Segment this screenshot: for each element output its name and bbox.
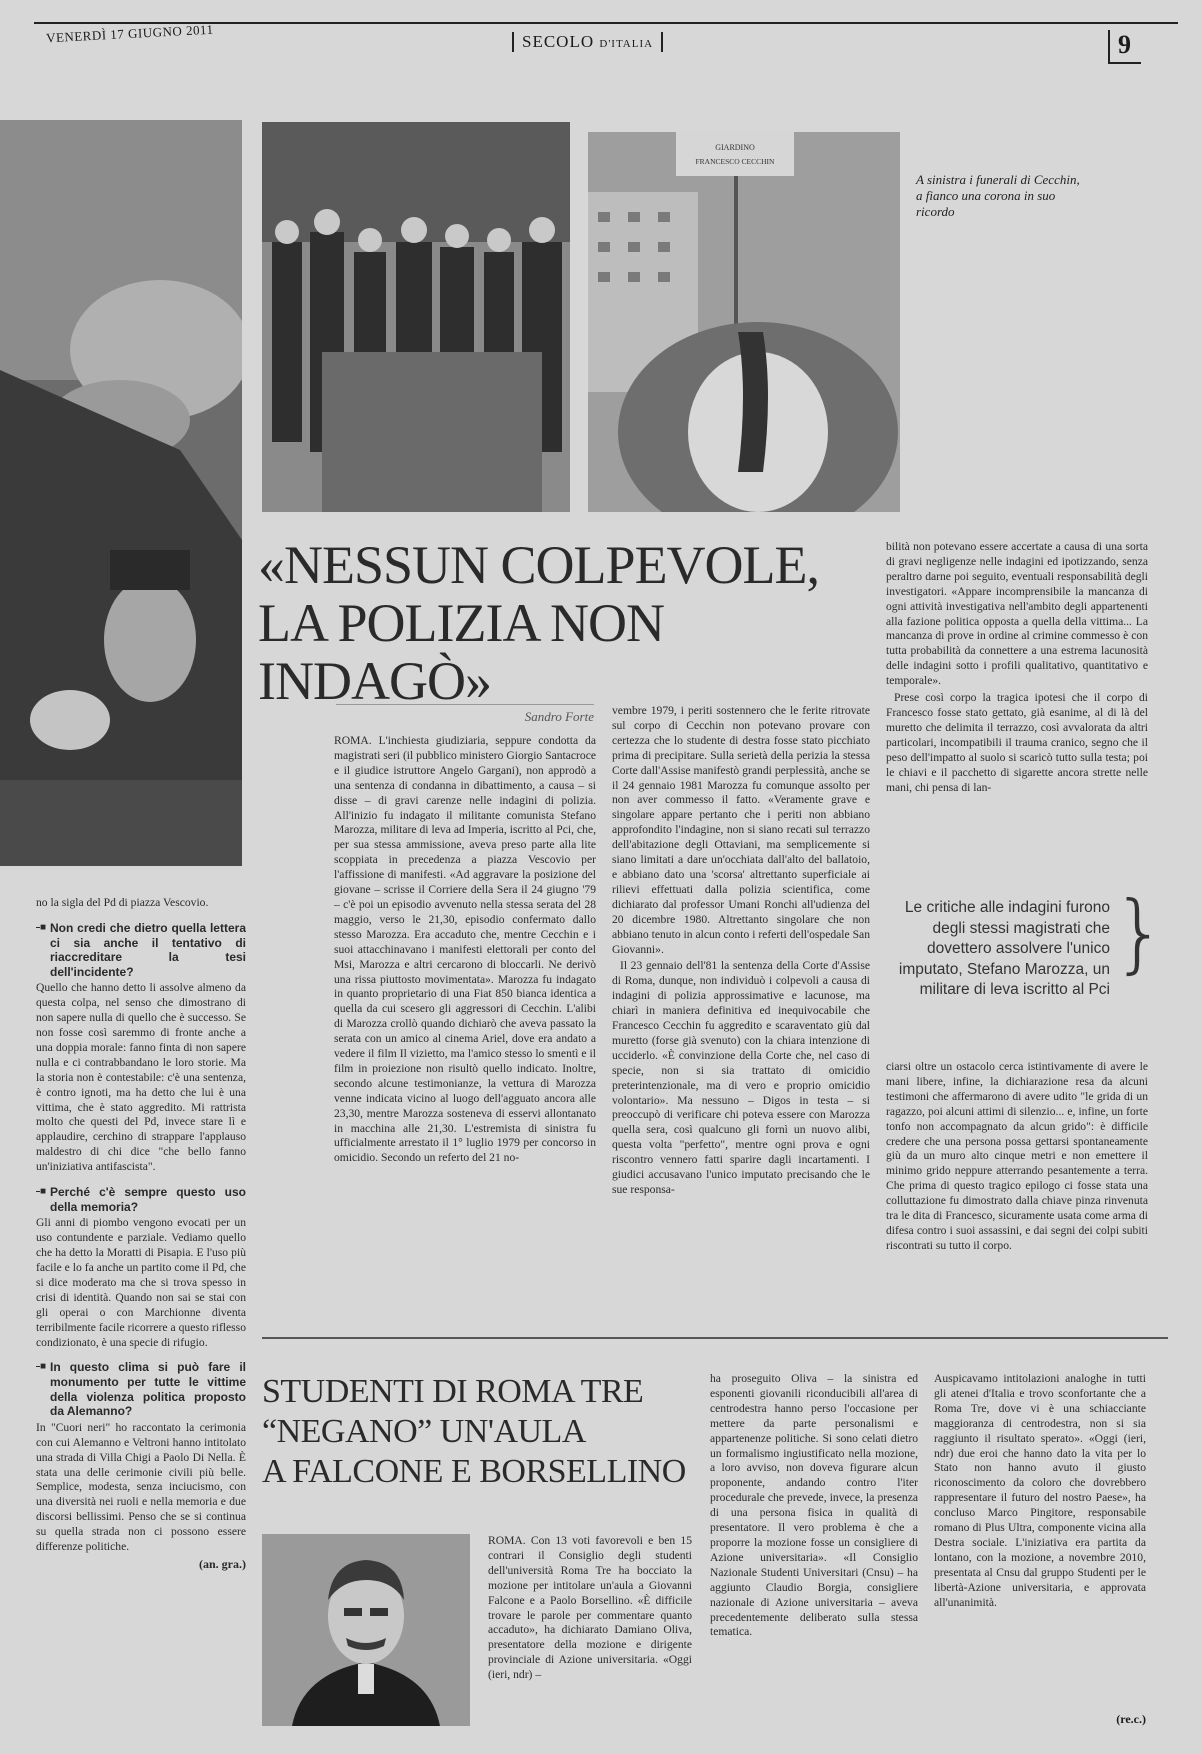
- main-headline-line2: LA POLIZIA NON INDAGÒ»: [258, 593, 664, 711]
- interview-answer-1: Quello che hanno detto li assolve almeno da questa colpa, nel senso che dimostrano di non sapere nulla di quello che è successo. Se non fosse così saremmo di fronte anche a una doppia morale: fanno finta di non sapere nulla e ci contrabbandano le loro storie. Ma la storia non è contestabile: c'è una sentenza, è contro ignoti, ma ha detto che lui è una vittima, che è stato aggredito. Mi rattrista molto che questi del Pd, invece stare lì e applaudire, cerchino di strappare l'applauso maldestro di chi dice "che bello fanno un'iniziativa antifascista".: [36, 981, 246, 1174]
- photo-caption: A sinistra i funerali di Cecchin, a fianco una corona in suo ricordo: [916, 172, 1080, 219]
- section-divider: [262, 1337, 1168, 1339]
- main-article-paragraph: bilità non potevano essere accertate a causa di una sorta di gravi negligenze nelle indagini ed ipotizzando, senza peraltro darne poi seguito, eventuali responsabilità degli investigatori. «Appare incomprensibile la mancanza di ogni attività investigativa nell'ambito degli appartenenti alla fazione politica opposta a quella della vittima... La mancanza di prove in ordine al crimine commesso è con tutta probabilità da connettere a una estrema lacunosità delle indagini sotto i profili qualitativo, quantitativo e temporale».: [886, 540, 1148, 688]
- falcone-portrait-image: [262, 1534, 470, 1726]
- second-headline-line3: A FALCONE E BORSELLINO: [262, 1453, 686, 1490]
- funeral-crowd-image: [262, 122, 570, 512]
- interview-signature: (an. gra.): [199, 1556, 246, 1571]
- pull-quote: Le critiche alle indagini furono degli stessi magistrati che dovettero assolvere l'unico imputato, Stefano Marozza, un militare di leva iscritto al Pci: [898, 899, 1110, 998]
- main-article-paragraph: ROMA. L'inchiesta giudiziaria, seppure condotta da magistrati seri (il pubblico ministero Giorgio Santacroce e il giudice istruttore Angelo Gargani), non approdò a una sentenza di condanna in dibattimento, a causa – si disse – di gravi carenze nelle indagini di polizia. All'inizio fu indagato il militante comunista Stefano Marozza, militare di leva ad Imperia, iscritto al Pci, che, per sua stessa ammissione, aveva preso parte alla lite scoppiata in precedenza a piazza Vescovio per l'affissione di manifesti. «Ad aggravare la posizione del giovane – scrisse il Corriere della Sera il 24 giugno '79 – c'è poi un episodio avvenuto nella stessa serata del 28 maggio, verso le 21,30, episodio confermato dallo stesso Marozza. Era accaduto che, mentre Cecchin e i suoi attacchinavano i manifesti elettorali per conto del Msi, Marozza e altri cercarono di bloccarli. Ne derivò una rissa piuttosto movimentata». Marozza fu indagato in quanto proprietario di una Fiat 850 bianca identica a quella da cui scesero gli aggressori di Cecchin. L'alibi di Marozza crollò quando dichiarò che aveva passato la serata con un amico al cinema Ariel, dove era andato a vedere il film Il vizietto, ma l'amico stesso lo smentì e il film in proiezione non risultò quello indicato. Inoltre, secondo alcune testimonianze, la vettura di Marozza venne indicata vicino al luogo dell'agguato ancora alle 23,30, mentre Marozza sosteneva di esservi allontanato in macchina alle 21,30. L'estremista di sinistra fu ufficialmente arrestato il 1° luglio 1979 per concorso in omicidio. Secondo un referto del 21 no-: [334, 734, 596, 1165]
- main-article-paragraph: Il 23 gennaio dell'81 la sentenza della Corte d'Assise di Roma, dunque, non individuò i colpevoli a causa di indagini di polizia approssimative e lacunose, ma chiarì in maniera definitiva ed inequivocabile che Francesco Cecchin fu aggredito e scaraventato giù dal muretto (forse già svenuto) con la chiara intenzione di ucciderlo. «È convinzione della Corte che, nel caso di specie, non si sia trattato di omicidio preterintenzionale, ma di vero e proprio omicidio volontario». Ma nessuno – Digos in testa – si preoccupò di verificare chi poteva essere con Marozza quella sera, così qualcuno gli fornì un nuovo alibi, questa volta "perfetto", mentre ogni prova e ogni riscontro vennero fatti sparire dagli incartamenti. I giudici accusavano l'unico imputato precisando che le sue responsa-: [612, 959, 870, 1196]
- interview-answer-3: In "Cuori neri" ho raccontato la cerimonia con cui Alemanno e Veltroni hanno intitolato una strada di Villa Chigi a Paolo Di Nella. È stata una delle cerimonie civili più belle. Semplice, modesta, senza inciucismo, con una diversità nei ruoli e nella memoria e due discorsi bellissimi. Penso che se si continua su quella strada non ci possono essere differenze politiche.: [36, 1420, 246, 1554]
- paper-name-suffix: D'ITALIA: [599, 38, 654, 50]
- memorial-wreath-photo: [588, 132, 900, 512]
- second-article-column-2: [710, 1372, 918, 1732]
- page-number: 9: [1108, 30, 1141, 64]
- second-article-column-3: [934, 1372, 1146, 1702]
- main-headline: [258, 536, 878, 710]
- main-article-column-1: [334, 734, 596, 1316]
- main-headline-line1: «NESSUN COLPEVOLE,: [258, 535, 820, 595]
- second-article-column-1: [488, 1534, 692, 1730]
- garden-sign-line1: GIARDINO: [715, 143, 755, 152]
- second-article-signature: (re.c.): [1116, 1712, 1146, 1726]
- falcone-portrait-photo: [262, 1534, 470, 1726]
- interview-question-1: —■ Non credi che dietro quella lettera ci sia anche il tentativo di riaccreditare la tesi dell'incidente?: [36, 921, 246, 979]
- paper-name-main: SECOLO: [522, 32, 595, 51]
- interview-question-3: —■ In questo clima si può fare il monumento per tutte le vittime della violenza politica proposto da Alemanno?: [36, 1360, 246, 1418]
- main-byline: [336, 704, 594, 725]
- main-article-paragraph: Prese così corpo la tragica ipotesi che il corpo di Francesco fosse stato gettato, già esanime, al di là del muretto che delimita il terrazzo, così avvalorata da altri particolari, incompatibili il trauma cranico, segno che il peso dell'impatto al suolo si scaricò tutto sulla testa; poi le chiavi e il pacchetto di sigarette ancora strette nelle mani, chi pensa di lan-: [886, 691, 1148, 794]
- second-article-paragraph: ha proseguito Oliva – la sinistra ed esponenti giovanili riconducibili all'area di centrodestra hanno perso l'occasione per mettere da parte personalismi e appartenenze politiche. Si sono celati dietro un formalismo ingiustificato nella mozione, a loro avviso, non doveva figurare alcun proponente, andando contro l'iter procedurale che prevede, invece, la presenza di una persona fisica in qualità di presentatore. Il vero problema è che a proporre la mozione fosse un consigliere di Azione universitaria». «Il Consiglio Nazionale Studenti Universitari (Cnsu) – ha aggiunto Claudio Borgia, consigliere nazionale di Azione universitaria – aveva precedentemente deliberato sulla stessa tematica.: [710, 1372, 918, 1639]
- main-article-column-3-top: [886, 540, 1148, 890]
- interview-question-2: —■ Perché c'è sempre questo uso della memoria?: [36, 1185, 246, 1214]
- main-article-column-2: [612, 704, 870, 1316]
- funeral-closeup-image: [0, 120, 242, 866]
- pull-quote-brace: }: [1112, 883, 1167, 983]
- second-headline-line2: “NEGANO” UN'AULA: [262, 1413, 586, 1450]
- main-article-paragraph: vembre 1979, i periti sostennero che le ferite ritrovate sul corpo di Cecchin non potevano provare con certezza che lo studente di destra fosse stato picchiato prima di precipitare. Sulla serietà della perizia la stessa Corte dall'Assise manifestò grandi perplessità, anche se il 24 gennaio 1981 Marozza fu comunque assolto per non aver commesso il fatto. «Veramente grave e singolare appare pertanto che i periti non abbiano approfondito l'indagine, non si siano recati sul terrazzo dell'abitazione degli Ottaviani, ma semplicemente si siano limitati a dare un'occhiata dall'alto del ballatoio, e abbiano dato una 'scorsa' altrettanto superficiale ai rilievi effettuati dalla polizia scientifica, come dichiarato dal professor Umani Ronchi all'udienza del 20 dicembre 1980. Altrettanto singolare che non abbiano tenuto in alcun conto i referti dell'ospedale San Giovanni».: [612, 704, 870, 956]
- funeral-closeup-photo: [0, 120, 242, 866]
- second-article-paragraph: Auspicavamo intitolazioni analoghe in tutti gli atenei d'Italia e trovo sconfortante che a Roma Tre, dove vi è una schiacciante maggioranza di centrodestra, non si sia raggiunto il risultato sperato». «Oggi (ieri, ndr) due eroi che hanno dato la vita per lo Stato non hanno avuto il giusto riconoscimento da coloro che dovrebbero rappresentare il futuro del nostro Paese», ha concluso Marco Pingitore, responsabile romano di Plus Ultra, componente vicina alla Destra sociale. L'iniziativa era partita da lontano, con la mozione, a novembre 2010, presentata al Cnsu dal gruppo Studenti per le libertà-Azione universitaria, e approvata all'unanimità.: [934, 1372, 1146, 1609]
- byline-author: Sandro Forte: [524, 709, 594, 724]
- main-article-paragraph: ciarsi oltre un ostacolo cerca istintivamente di avere le mani libere, infine, la dichiarazione resa da alcuni testimoni che affermarono di avere udito "le grida di un ragazzo, poi alcuni attimi di silenzio... e, infine, un forte tonfo non accompagnato da alcun grido": è difficile credere che una persona possa gettarsi spontaneamente giù da un muro alto cinque metri e non emettere il minimo grido neppure atterrando pesantemente a terra. Che prima di questo tragico epilogo ci fosse stata una colluttazione fu dimostrato dalla chiave pinza rinvenuta tra le dita di Francesco, sicuramente usata come arma di difesa contro i suoi assassini, e dai segni dei colpi subiti riscontrati su tutto il corpo.: [886, 1060, 1148, 1252]
- paper-name: [512, 32, 663, 52]
- second-headline: [262, 1372, 722, 1492]
- interview-answer-2: Gli anni di piombo vengono evocati per un uso contundente e parziale. Vediamo quello che ha detto la Moratti di Pisapia. E l'uso più facile e lo fa anche un partito come il Pd, che si dice moderato ma che si trova spesso in crisi di identità. Quando non sai se stai con gli operai o con Marchionne diventa terribilmente facile ricorrere a questo riflesso condizionato, è una specie di rifugio.: [36, 1216, 246, 1349]
- interview-column: [36, 896, 246, 1730]
- main-article-column-3-bottom: [886, 1060, 1148, 1322]
- memorial-wreath-image: [588, 132, 900, 512]
- issue-date: VENERDÌ 17 GIUGNO 2011: [45, 21, 214, 46]
- second-article-paragraph: ROMA. Con 13 voti favorevoli e ben 15 contrari il Consiglio degli studenti dell'università Roma Tre ha bocciato la mozione per intitolare un'aula a Giovanni Falcone e a Paolo Borsellino. «È difficile trovare le parole per commentare quanto accaduto», ha dichiarato Damiano Oliva, presentatore della mozione e dirigente provinciale di Azione universitaria. «Oggi (ieri, ndr) –: [488, 1534, 692, 1682]
- interview-intro: no la sigla del Pd di piazza Vescovio.: [36, 896, 209, 909]
- funeral-crowd-photo: [262, 122, 570, 512]
- second-headline-line1: STUDENTI DI ROMA TRE: [262, 1373, 644, 1410]
- garden-sign-line2: FRANCESCO CECCHIN: [695, 157, 775, 166]
